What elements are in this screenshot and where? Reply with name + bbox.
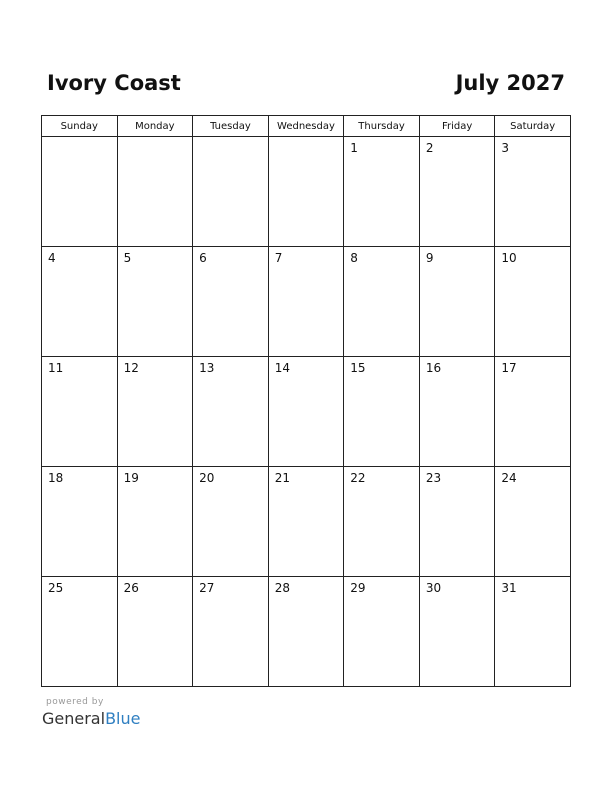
day-number: 20 <box>199 471 215 485</box>
calendar-day-cell <box>117 467 193 577</box>
brand-text-blue: Blue <box>105 709 141 728</box>
calendar-day-cell <box>495 467 571 577</box>
day-number: 21 <box>274 471 290 485</box>
calendar-day-cell <box>193 357 269 467</box>
day-number <box>269 137 344 141</box>
calendar-country-title: Ivory Coast <box>47 71 181 95</box>
day-number: 29 <box>350 581 366 595</box>
calendar-day-cell <box>344 357 420 467</box>
calendar-day-cell <box>42 137 118 247</box>
calendar-day-cell <box>495 577 571 687</box>
calendar-grid <box>41 115 571 687</box>
weekday-header: Sunday <box>42 116 118 137</box>
day-number: 15 <box>350 361 366 375</box>
powered-by-label: powered by <box>46 697 104 707</box>
weekday-header: Tuesday <box>193 116 269 137</box>
calendar-day-cell <box>117 247 193 357</box>
calendar-day-cell <box>193 247 269 357</box>
calendar-day-cell <box>268 247 344 357</box>
day-number: 23 <box>425 471 442 485</box>
calendar-day-cell <box>344 467 420 577</box>
calendar-day-cell <box>344 577 420 687</box>
calendar-week-row <box>42 577 571 687</box>
weekday-header: Wednesday <box>268 116 344 137</box>
day-number: 13 <box>199 361 215 375</box>
brand-text-general: General <box>42 709 106 728</box>
day-number: 11 <box>48 361 64 375</box>
day-number: 30 <box>425 581 442 595</box>
day-number: 6 <box>199 251 207 265</box>
weekday-header: Thursday <box>344 116 420 137</box>
calendar-day-cell <box>344 247 420 357</box>
day-number: 4 <box>48 251 56 265</box>
calendar-day-cell <box>268 137 344 247</box>
calendar-day-cell <box>117 577 193 687</box>
calendar-day-cell <box>193 137 269 247</box>
day-number: 9 <box>425 251 434 265</box>
weekday-header: Saturday <box>495 116 571 137</box>
calendar-day-cell <box>193 577 269 687</box>
calendar-day-cell <box>419 137 495 247</box>
day-number: 24 <box>501 471 517 485</box>
calendar-day-cell <box>193 467 269 577</box>
day-number: 10 <box>501 251 517 265</box>
calendar-week-row <box>42 357 571 467</box>
calendar-day-cell <box>268 577 344 687</box>
day-number: 17 <box>501 361 517 375</box>
calendar-day-cell <box>42 357 118 467</box>
day-number: 26 <box>123 581 139 595</box>
day-number: 27 <box>199 581 215 595</box>
generalblue-logo <box>42 709 140 729</box>
calendar-week-row <box>42 137 571 247</box>
calendar-day-cell <box>268 357 344 467</box>
calendar-day-cell <box>495 137 571 247</box>
weekday-header-row <box>42 116 571 137</box>
calendar-week-row <box>42 247 571 357</box>
calendar-day-cell <box>495 357 571 467</box>
calendar-day-cell <box>268 467 344 577</box>
calendar-month-title: July 2027 <box>455 71 565 95</box>
calendar-day-cell <box>419 247 495 357</box>
day-number: 31 <box>501 581 517 595</box>
day-number <box>118 137 193 141</box>
day-number: 2 <box>425 141 434 155</box>
day-number: 5 <box>123 251 132 265</box>
day-number: 28 <box>274 581 290 595</box>
day-number: 8 <box>350 251 358 265</box>
day-number: 19 <box>123 471 139 485</box>
calendar-day-cell <box>42 247 118 357</box>
day-number: 25 <box>48 581 64 595</box>
day-number: 14 <box>274 361 290 375</box>
day-number: 18 <box>48 471 64 485</box>
day-number <box>193 137 268 141</box>
calendar-day-cell <box>117 357 193 467</box>
day-number: 12 <box>123 361 139 375</box>
calendar-day-cell <box>117 137 193 247</box>
weekday-header: Friday <box>419 116 495 137</box>
day-number: 3 <box>501 141 510 155</box>
calendar-day-cell <box>344 137 420 247</box>
calendar-week-row <box>42 467 571 577</box>
day-number: 22 <box>350 471 366 485</box>
calendar-day-cell <box>42 467 118 577</box>
weekday-header: Monday <box>117 116 193 137</box>
day-number <box>42 137 117 141</box>
calendar-day-cell <box>419 577 495 687</box>
calendar-day-cell <box>419 467 495 577</box>
day-number: 1 <box>350 141 358 155</box>
calendar-day-cell <box>419 357 495 467</box>
calendar-day-cell <box>495 247 571 357</box>
calendar-day-cell <box>42 577 118 687</box>
day-number: 7 <box>274 251 283 265</box>
day-number: 16 <box>425 361 442 375</box>
